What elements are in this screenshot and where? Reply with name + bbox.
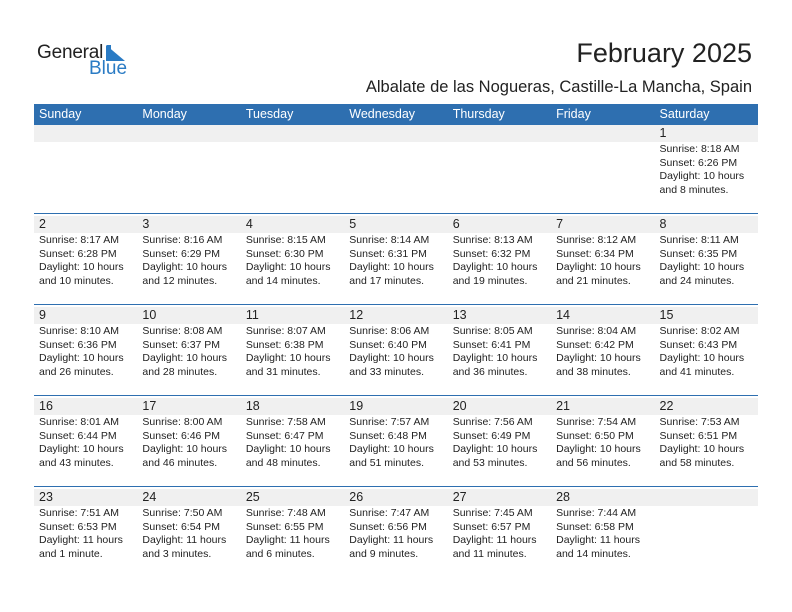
day-cell (34, 214, 137, 288)
sunrise-time: Sunrise: 8:01 AM (39, 416, 119, 428)
daylight-minutes: and 21 minutes. (556, 274, 631, 287)
weekday-saturday: Saturday (659, 107, 710, 121)
day-cell (137, 487, 240, 561)
daylight-minutes: and 36 minutes. (452, 365, 528, 378)
sunrise-time: Sunrise: 7:44 AM (556, 507, 637, 519)
day-number: 8 (659, 217, 667, 231)
day-info (660, 416, 758, 470)
day-info (142, 416, 240, 470)
sunset-time: Sunset: 6:55 PM (245, 520, 324, 533)
day-cell (448, 487, 551, 561)
sunrise-time: Sunrise: 7:54 AM (556, 416, 637, 428)
sunset-time: Sunset: 6:38 PM (245, 338, 324, 351)
daylight-minutes: and 6 minutes. (245, 547, 315, 560)
day-info (39, 507, 137, 561)
daylight-hours: Daylight: 11 hours (349, 534, 434, 546)
daylight-minutes: and 11 minutes. (452, 547, 527, 560)
sunrise-time: Sunrise: 8:07 AM (245, 325, 326, 337)
sunrise-time: Sunrise: 8:18 AM (659, 143, 740, 155)
sunset-time: Sunset: 6:36 PM (39, 338, 117, 351)
day-cell (344, 487, 447, 561)
daylight-hours: Daylight: 10 hours (39, 443, 124, 455)
daylight-hours: Daylight: 10 hours (142, 352, 228, 364)
daylight-minutes: and 26 minutes. (39, 365, 114, 378)
sunrise-time: Sunrise: 8:12 AM (556, 234, 637, 246)
day-number: 13 (452, 308, 467, 322)
daylight-hours: Daylight: 10 hours (556, 443, 641, 455)
sunset-time: Sunset: 6:42 PM (556, 338, 634, 351)
day-info (246, 325, 344, 379)
daylight-hours: Daylight: 10 hours (452, 352, 538, 364)
week-row (34, 486, 758, 577)
day-cell (137, 125, 240, 197)
day-info (660, 143, 758, 197)
sunset-time: Sunset: 6:57 PM (452, 520, 531, 533)
day-cell (655, 125, 758, 197)
daylight-minutes: and 33 minutes. (349, 365, 424, 378)
sunset-time: Sunset: 6:53 PM (39, 520, 117, 533)
daylight-minutes: and 3 minutes. (142, 547, 212, 560)
day-number: 20 (452, 399, 467, 413)
daylight-hours: Daylight: 10 hours (556, 261, 641, 273)
day-info (556, 416, 654, 470)
logo-word-general: General (37, 42, 104, 63)
sunset-time: Sunset: 6:37 PM (142, 338, 221, 351)
day-cell (655, 305, 758, 379)
sunset-time: Sunset: 6:31 PM (349, 247, 427, 260)
day-cell (448, 396, 551, 470)
day-cell (551, 305, 654, 379)
day-info (349, 234, 447, 288)
logo-word-blue: Blue (89, 58, 128, 79)
week-row (34, 304, 758, 395)
day-number: 23 (39, 490, 53, 504)
sunrise-time: Sunrise: 8:14 AM (349, 234, 430, 246)
day-number: 22 (659, 399, 674, 413)
week-cells (34, 396, 758, 470)
day-info (660, 325, 758, 379)
daylight-hours: Daylight: 10 hours (452, 261, 538, 273)
week-cells (34, 214, 758, 288)
day-cell (448, 305, 551, 379)
day-number: 7 (556, 217, 564, 231)
calendar-grid (34, 104, 758, 577)
week-cells (34, 305, 758, 379)
sunrise-time: Sunrise: 7:50 AM (142, 507, 223, 519)
sunrise-time: Sunrise: 8:17 AM (39, 234, 119, 246)
sunrise-time: Sunrise: 8:02 AM (659, 325, 740, 337)
sunset-time: Sunset: 6:28 PM (39, 247, 117, 260)
daylight-hours: Daylight: 10 hours (349, 261, 434, 273)
sunset-time: Sunset: 6:43 PM (659, 338, 738, 351)
day-cell (137, 305, 240, 379)
weekday-header (34, 104, 758, 125)
day-number: 24 (142, 490, 157, 504)
day-number (453, 125, 551, 142)
daylight-minutes: and 53 minutes. (452, 456, 528, 469)
day-number (246, 125, 344, 142)
day-info (349, 416, 447, 470)
day-cell (241, 125, 344, 197)
daylight-hours: Daylight: 10 hours (659, 352, 745, 364)
sunrise-time: Sunrise: 7:58 AM (245, 416, 326, 428)
sunset-time: Sunset: 6:46 PM (142, 429, 221, 442)
day-number: 21 (556, 399, 571, 413)
sunset-time: Sunset: 6:29 PM (142, 247, 221, 260)
daylight-minutes: and 51 minutes. (349, 456, 424, 469)
day-info (142, 325, 240, 379)
day-info (39, 325, 137, 379)
day-number: 6 (452, 217, 460, 231)
day-cell (655, 396, 758, 470)
day-cell (448, 214, 551, 288)
daylight-minutes: and 41 minutes. (659, 365, 735, 378)
day-number: 1 (659, 126, 667, 140)
daylight-hours: Daylight: 11 hours (142, 534, 227, 546)
day-info (142, 234, 240, 288)
day-number: 28 (556, 490, 571, 504)
daylight-minutes: and 17 minutes. (349, 274, 424, 287)
day-cell (241, 305, 344, 379)
daylight-minutes: and 43 minutes. (39, 456, 114, 469)
day-number: 2 (39, 217, 46, 231)
daylight-minutes: and 28 minutes. (142, 365, 218, 378)
daylight-minutes: and 14 minutes. (245, 274, 321, 287)
day-number: 10 (142, 308, 157, 322)
sunrise-time: Sunrise: 7:47 AM (349, 507, 430, 519)
sunset-time: Sunset: 6:58 PM (556, 520, 634, 533)
day-number: 19 (349, 399, 364, 413)
daylight-minutes: and 8 minutes. (659, 183, 729, 196)
daylight-minutes: and 24 minutes. (659, 274, 735, 287)
day-cell (241, 396, 344, 470)
day-cell (34, 305, 137, 379)
sunrise-time: Sunrise: 7:57 AM (349, 416, 430, 428)
sunset-time: Sunset: 6:32 PM (452, 247, 531, 260)
day-info (453, 325, 551, 379)
day-cell (655, 214, 758, 288)
daylight-hours: Daylight: 11 hours (245, 534, 330, 546)
day-cell (34, 125, 137, 197)
day-cell (137, 214, 240, 288)
day-number: 5 (349, 217, 357, 231)
day-cell (551, 487, 654, 561)
sunrise-time: Sunrise: 8:06 AM (349, 325, 430, 337)
sunset-time: Sunset: 6:51 PM (659, 429, 738, 442)
day-number: 12 (349, 308, 364, 322)
daylight-hours: Daylight: 10 hours (142, 261, 228, 273)
day-info (453, 507, 551, 561)
week-row (34, 213, 758, 304)
day-info (453, 416, 551, 470)
sunset-time: Sunset: 6:40 PM (349, 338, 427, 351)
day-info (39, 416, 137, 470)
sunset-time: Sunset: 6:50 PM (556, 429, 634, 442)
day-number (660, 489, 758, 506)
sunrise-time: Sunrise: 7:53 AM (659, 416, 740, 428)
week-cells (34, 487, 758, 561)
sunset-time: Sunset: 6:26 PM (659, 156, 738, 169)
daylight-hours: Daylight: 10 hours (349, 443, 434, 455)
day-info (142, 507, 240, 561)
day-cell (241, 487, 344, 561)
daylight-minutes: and 46 minutes. (142, 456, 218, 469)
day-number (39, 125, 137, 142)
day-cell (551, 396, 654, 470)
day-cell (137, 396, 240, 470)
day-number: 14 (556, 308, 571, 322)
daylight-hours: Daylight: 10 hours (349, 352, 434, 364)
daylight-minutes: and 31 minutes. (245, 365, 321, 378)
sunrise-time: Sunrise: 7:48 AM (245, 507, 326, 519)
week-row (34, 125, 758, 213)
day-number: 9 (39, 308, 46, 322)
sunset-time: Sunset: 6:48 PM (349, 429, 427, 442)
day-number: 15 (659, 308, 674, 322)
day-info (453, 234, 551, 288)
sunrise-time: Sunrise: 8:11 AM (659, 234, 739, 246)
day-info (556, 507, 654, 561)
day-cell (551, 214, 654, 288)
day-number: 11 (245, 308, 259, 322)
day-number: 26 (349, 490, 364, 504)
daylight-hours: Daylight: 10 hours (39, 352, 124, 364)
daylight-hours: Daylight: 10 hours (659, 170, 745, 182)
daylight-hours: Daylight: 10 hours (452, 443, 538, 455)
day-cell (655, 487, 758, 561)
sunrise-time: Sunrise: 7:56 AM (452, 416, 533, 428)
daylight-hours: Daylight: 10 hours (142, 443, 228, 455)
day-cell (344, 125, 447, 197)
sunset-time: Sunset: 6:44 PM (39, 429, 117, 442)
location-subtitle: Albalate de las Nogueras, Castille-La Mancha, Spain (365, 78, 752, 96)
day-info (246, 507, 344, 561)
day-number: 25 (245, 490, 260, 504)
sunrise-time: Sunrise: 8:04 AM (556, 325, 637, 337)
page-title: February 2025 (576, 38, 752, 68)
day-number (556, 125, 654, 142)
sunrise-time: Sunrise: 8:15 AM (245, 234, 326, 246)
week-row (34, 395, 758, 486)
day-number: 27 (452, 490, 467, 504)
weekday-friday: Friday (556, 107, 591, 121)
day-number: 17 (142, 399, 157, 413)
sunrise-time: Sunrise: 8:16 AM (142, 234, 223, 246)
daylight-minutes: and 14 minutes. (556, 547, 631, 560)
daylight-minutes: and 58 minutes. (659, 456, 735, 469)
daylight-minutes: and 38 minutes. (556, 365, 631, 378)
daylight-hours: Daylight: 11 hours (556, 534, 640, 546)
daylight-hours: Daylight: 11 hours (39, 534, 123, 546)
daylight-minutes: and 9 minutes. (349, 547, 419, 560)
day-cell (344, 396, 447, 470)
weekday-sunday: Sunday (39, 107, 82, 121)
weekday-monday: Monday (142, 107, 187, 121)
day-number: 4 (245, 217, 253, 231)
day-cell (241, 214, 344, 288)
sunset-time: Sunset: 6:54 PM (142, 520, 221, 533)
day-number: 16 (39, 399, 53, 413)
day-number: 18 (245, 399, 260, 413)
sunset-time: Sunset: 6:35 PM (659, 247, 738, 260)
sunset-time: Sunset: 6:49 PM (452, 429, 531, 442)
day-info (349, 325, 447, 379)
day-cell (448, 125, 551, 197)
day-info (660, 234, 758, 288)
sunset-time: Sunset: 6:30 PM (245, 247, 324, 260)
day-info (556, 234, 654, 288)
daylight-hours: Daylight: 10 hours (245, 443, 331, 455)
week-cells (34, 125, 758, 197)
sunrise-time: Sunrise: 7:51 AM (39, 507, 119, 519)
sunrise-time: Sunrise: 8:08 AM (142, 325, 223, 337)
sunrise-time: Sunrise: 8:05 AM (452, 325, 533, 337)
day-info (349, 507, 447, 561)
day-info (556, 325, 654, 379)
day-info (246, 234, 344, 288)
daylight-minutes: and 1 minute. (39, 547, 103, 560)
sunrise-time: Sunrise: 7:45 AM (452, 507, 533, 519)
daylight-minutes: and 48 minutes. (245, 456, 321, 469)
sunset-time: Sunset: 6:47 PM (245, 429, 324, 442)
daylight-minutes: and 10 minutes. (39, 274, 114, 287)
sunrise-time: Sunrise: 8:13 AM (452, 234, 533, 246)
day-cell (551, 125, 654, 197)
day-cell (34, 487, 137, 561)
daylight-hours: Daylight: 10 hours (39, 261, 124, 273)
day-number (349, 125, 447, 142)
daylight-minutes: and 19 minutes. (452, 274, 528, 287)
daylight-hours: Daylight: 10 hours (245, 261, 331, 273)
weeks-container (34, 125, 758, 577)
sunset-time: Sunset: 6:41 PM (452, 338, 531, 351)
weekday-wednesday: Wednesday (349, 107, 416, 121)
daylight-hours: Daylight: 10 hours (659, 261, 745, 273)
sunrise-time: Sunrise: 8:10 AM (39, 325, 119, 337)
daylight-hours: Daylight: 10 hours (556, 352, 641, 364)
sunrise-time: Sunrise: 8:00 AM (142, 416, 223, 428)
day-number (142, 125, 240, 142)
day-info (246, 416, 344, 470)
day-info (39, 234, 137, 288)
logo (37, 42, 137, 82)
day-cell (344, 305, 447, 379)
weekday-tuesday: Tuesday (245, 107, 294, 121)
daylight-minutes: and 12 minutes. (142, 274, 218, 287)
day-cell (344, 214, 447, 288)
day-number: 3 (142, 217, 150, 231)
sunset-time: Sunset: 6:56 PM (349, 520, 427, 533)
daylight-minutes: and 56 minutes. (556, 456, 631, 469)
daylight-hours: Daylight: 10 hours (659, 443, 745, 455)
daylight-hours: Daylight: 11 hours (452, 534, 537, 546)
day-cell (34, 396, 137, 470)
sunset-time: Sunset: 6:34 PM (556, 247, 634, 260)
weekday-thursday: Thursday (452, 107, 505, 121)
daylight-hours: Daylight: 10 hours (245, 352, 331, 364)
